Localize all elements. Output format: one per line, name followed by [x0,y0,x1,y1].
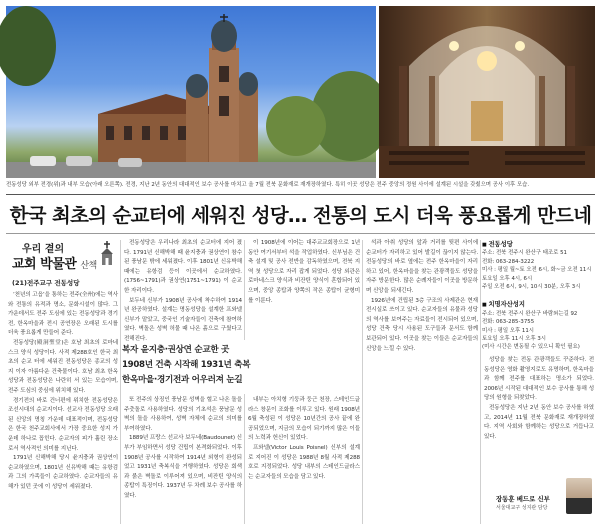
article-column-4 [366,239,478,524]
paragraph: 내부는 아치형 기둥과 둥근 천장, 스테인드글라스 창문이 조화를 이루고 있다. 원래 1908년 6월 축성된 이 성당은 10년간의 공사 끝에 완공되었으며, 지금의 모습이 되기까지 많은 이들의 노력과 헌신이 있었다. [248,397,360,442]
info-line: (미사 시간은 변동될 수 있으니 확인 필요) [482,344,580,351]
divider [6,194,595,195]
info-line: 주소: 전북 전주시 완산구 태조로 51 [482,250,567,257]
series-subtitle: (21)전주교구 전동성당 [12,279,80,287]
paragraph: 1889년 프랑스 선교사 보두네(Baudounet) 신부가 부임하면서 성당 건립이 본격화되었다. 이후 1908년 공사를 시작하여 1914년 외형이 완성되었고 1931년 축복식을 거행하였다. 성당은 회색과 붉은 벽돌로 이루어져 있으며, 비잔틴 양식의 종탑이 특징이다. 1937년 두 차례 보수 공사를 하였다. [124,435,242,499]
paragraph: 또 전주의 상징인 풍남문 성벽을 헐고 나온 돌을 주춧돌로 사용하였다. 성당의 기초석은 풍남문 성벽의 돌을 사용하여, 성벽 자체에 순교의 의미를 부여하였다. [124,397,242,432]
divider [6,233,595,234]
pull-quote [122,343,269,388]
headline: 한국 최초의 순교터에 세워진 성당… 전통의 도시 더욱 풍요롭게 만드네 [9,204,592,227]
article-column-5 [484,356,594,474]
author-photo [566,478,592,514]
cathedral-exterior-illustration [6,6,376,178]
article-column-1 [8,291,118,523]
article-column-3-bottom [248,396,360,524]
info-line: 토요일 오후 4시, 6시 [482,275,533,282]
paragraph: 전동성당(殿洞聖堂)은 호남 최초의 로마네스크 양식 성당이다. 사적 제288호인 한국 최초의 순교 터에 세워진 전동성당은 종교의 성지 이자 아름다운 건축물이다. 호남 최초 한옥성당과 전동성당은 나란히 서 있는 모습이며, 전주 도심의 중심에 위치해 있다. [8,339,118,394]
photo-caption: 전동성당 외부 전경(위)과 내부 모습(아래 오른쪽). 전경, 지난 2년 동안의 대대적인 보수 공사를 마치고 올 7월 전북 문화재로 재개장하였다. 특히 이곳 성당은 전주 중앙의 정원 사이에 설계된 시설을 갖췄으며 공사 이후 모습. [6,182,530,188]
series-label [8,240,118,288]
series-line2 [12,253,97,272]
info-line: 전화: 063-285-3755 [482,319,535,326]
cathedral-interior-illustration [379,6,595,178]
series-line1: 우리 곁의 [22,244,65,255]
info-line: 토요일 오후 11시 오후 3시 [482,336,547,343]
column-divider [480,240,481,524]
pull-quote-line: 복자 윤지충·권상연 순교한 곳 [122,345,230,355]
info-heading: ■ 치명자산성지 [482,301,594,309]
column-divider [120,240,121,524]
cathedral-exterior-photo [6,6,376,178]
author-role: 서울대교구 성지관 담당 [496,505,548,511]
paragraph: 전동성당은 지난 2년 동안 보수 공사를 하였고, 2014년 11월 전북 문화재로 재개장하였다. 지역 사회와 함께하는 성당으로 거듭나고 있다. [484,404,594,440]
info-heading: ■ 전동성당 [482,241,594,249]
paragraph: 1926년에 건립된 3층 구조의 사제관은 현재 전시실로 쓰이고 있다. 순교자들의 유물과 성당의 역사를 보여주는 자료들이 전시되어 있으며, 성당 건축 당시 사용된 도구들과 문서도 함께 보관되어 있다. 이곳을 찾는 이들은 순교자들의 신앙을 느낄 수 있다. [366,297,478,352]
visit-info-box [482,239,594,352]
cathedral-interior-photo [379,6,595,178]
paragraph: 석과 아취 성당의 앞과 거리를 뒷편 사이에 순교터가 자리하고 있어 발길이 끊이지 않는다. 전동성당의 바로 옆에는 전주 한옥마을이 자리하고 있어, 한옥마을을 찾는 관광객들도 성당을 자주 방문한다. 많은 순례자들이 이곳을 방문하며 신앙을 되새긴다. [366,240,478,294]
paragraph: 프와넬(Victor Louis Poisnel) 신부의 설계로 지어진 이 성당은 1988년 8월 사적 제288호로 지정되었다. 성당 내부의 스테인드글라스는 순교자들의 모습을 담고 있다. [248,444,360,480]
info-line: 미사 : 평일 오후 11시 [482,327,534,334]
series-walk: 산책 [80,261,97,271]
paragraph: ‘천년의 고읍’을 통하는 전주(全州)에는 역사와 전통의 유적과 명소, 문화시설이 많다. 그 가운데서도 전주 도심에 있는 전동성당과 경기전, 한옥마을과 전시 공연장은 오래된 도시를 더욱 풍요롭게 만들어 준다. [8,292,118,337]
paragraph: 1791년 신해박해 당시 윤지충과 권상연이 순교하였으며, 1801년 신유박해 때는 유항검과 그의 가족들이 순교하였다. 순교자들의 유해가 있던 곳에 이 성당이 세워졌다. [8,455,118,490]
info-line: 미사 : 평일 월~토 오전 6시, 화~금 오전 11시 [482,267,592,274]
paragraph: 보두네 신부가 1908년 공사에 착수하여 1914년 완공하였다. 설계는 명동성당을 설계한 프와넬 신부가 맡았고, 중국인 기술자들이 건축에 참여하였다. 벽돌은 성벽 허물 때 나온 흙으로 구웠다고 전해진다. [124,297,242,342]
column-divider [362,240,363,524]
church-icon [98,240,116,266]
article-column-2-bottom [124,396,242,524]
article-column-2-top [124,239,242,342]
info-line: 주일 오전 6시, 9시, 10시 30분, 오후 3시 [482,284,581,291]
info-line: 전화: 063-284-3222 [482,258,535,265]
column-divider [244,394,245,524]
paragraph: 경기전의 바로 건너편에 위치한 전동성당은 조선시대의 순교지이다. 선교사 전동성당 오래된 신앙의 명칭 가운데 대표적이며, 전동성당은 한국 천주교회사에서 가장 중요한 성지 가운데 하나로 꼽힌다. 순교자의 피가 흘린 장소로서 역사적인 의미를 지닌다. [8,397,118,452]
paragraph: 성당을 찾는 전동 관광객들도 꾸준하다. 전동성당은 영화 촬영지로도 유명하며, 한옥마을과 함께 전주를 대표하는 명소가 되었다. 2006년 시작된 대대적인 보수 공사를 통해 성당의 원형을 되찾았다. [484,357,594,402]
paragraph: 이 1908년에 이어는 대주교교회장으로 1년 동안 여기서부터 석을 작업하였다. 신부님은 건축 설계 및 공사 전반을 감독하였으며, 전북 지역 첫 성당으로 자리 잡게 되었다. 성당 외관은 로마네스크 양식과 비잔틴 양식이 혼합되어 있으며, 중앙 종탑과 양쪽의 작은 종탑이 균형미를 이룬다. [248,240,360,304]
author-name: 장동훈 베드로 신부 [496,495,550,503]
pull-quote-line: 1908년 건축 시작해 1931년 축복 [122,360,251,370]
series-title: 교회 박물관 [12,257,77,272]
pull-quote-line: 한옥마을·경기전과 어우러져 눈길 [122,375,243,385]
info-line: 주소: 전북 전주시 완산구 바람쐬는길 92 [482,310,578,317]
author-byline [482,478,594,522]
article-column-3-top [248,239,360,331]
paragraph: 전동성당은 우리나라 최초의 순교터에 지어 졌다. 1791년 신해박해 때 윤지충과 권상연이 참수된 풍남문 밖에 세워졌다. 이후 1801년 신유박해 때에는 유항검 등이 이곳에서 순교하였다. (1756~1791)과 권상연(1751~1791) 이 순교한 자리이다. [124,240,242,294]
column-divider [244,240,245,340]
